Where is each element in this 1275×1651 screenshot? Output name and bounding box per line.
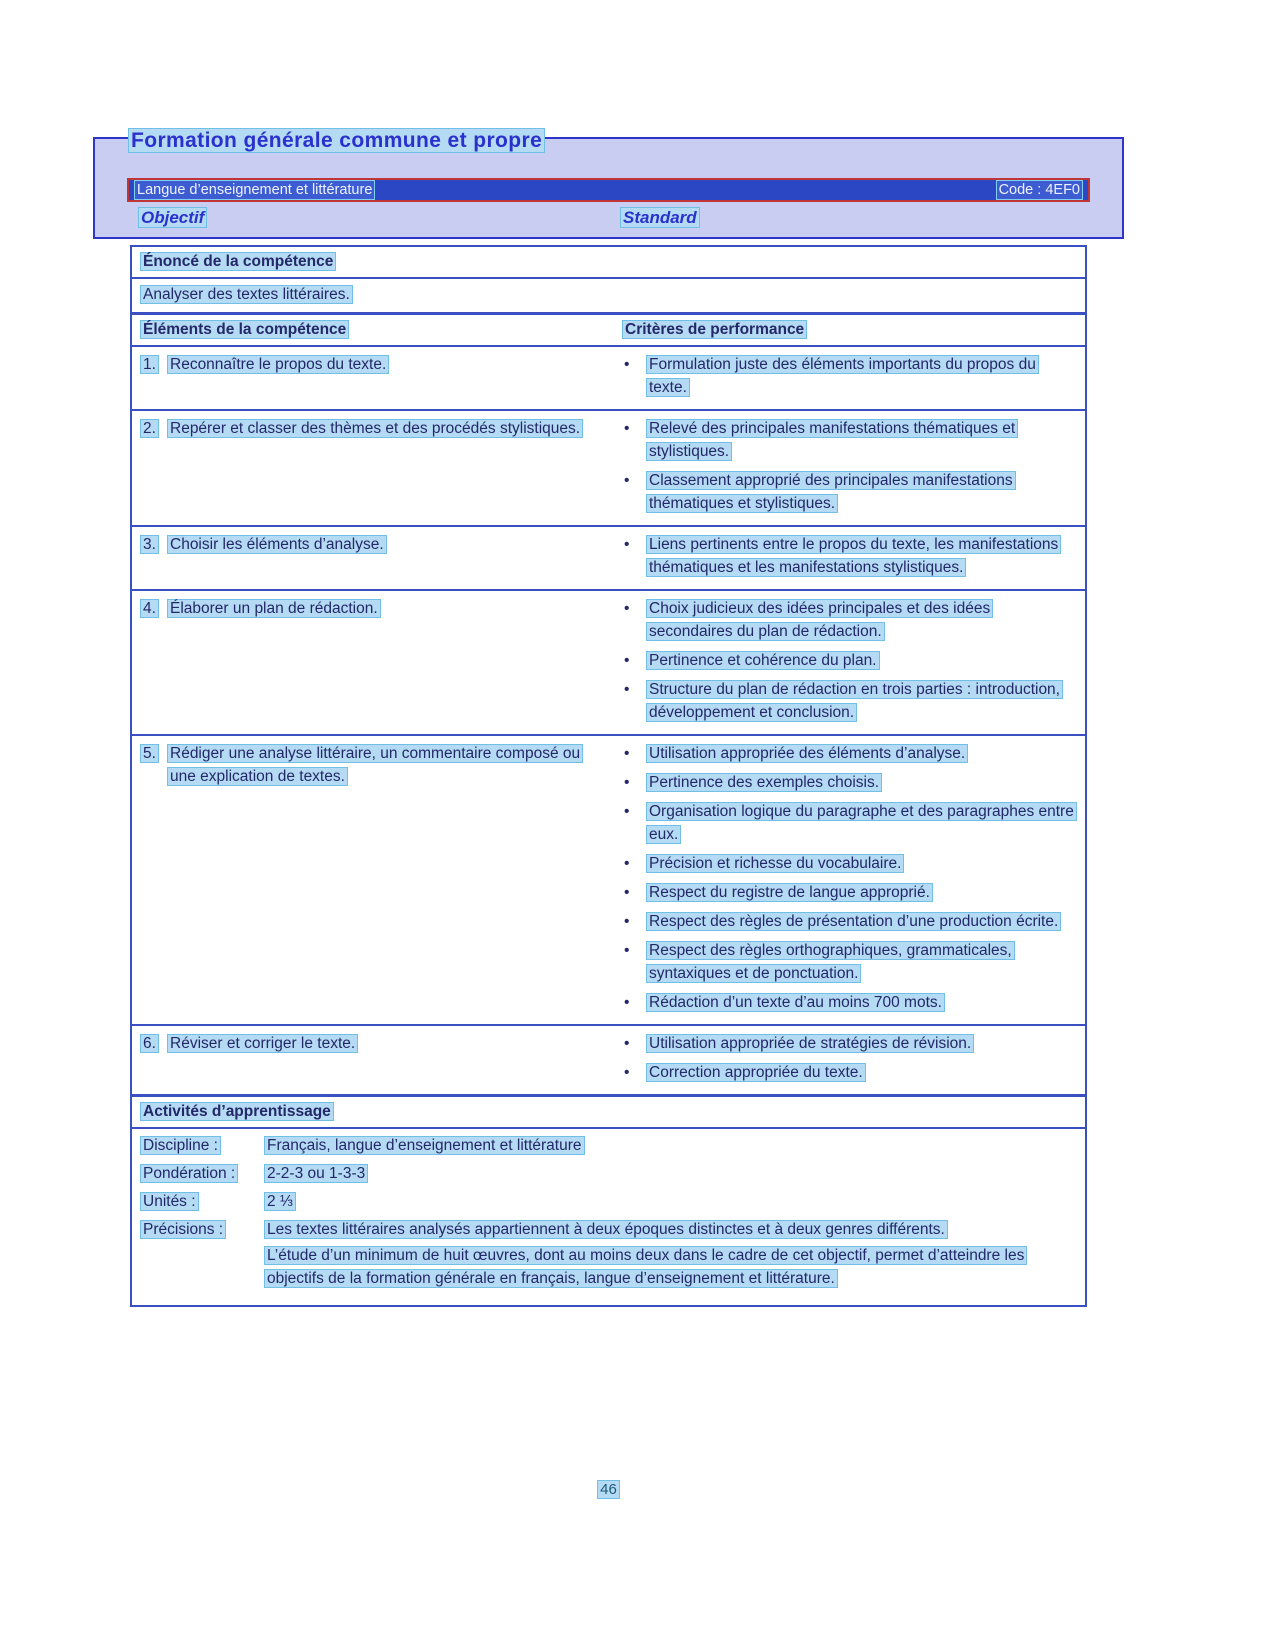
course-code-bar — [127, 178, 1090, 202]
criteria-item — [614, 649, 1077, 672]
element-number — [140, 597, 167, 620]
precisions-paragraph — [264, 1244, 1076, 1290]
page-number — [130, 1478, 1087, 1501]
table-row — [132, 525, 1085, 589]
criteria-text — [646, 678, 1077, 724]
element-number-text: 3. — [140, 535, 159, 554]
bullet-icon: • — [624, 356, 630, 373]
criteria-text-content: Respect des règles orthographiques, grammaticales, syntaxiques et de ponctuation. — [646, 941, 1015, 983]
criteria-text — [646, 533, 1077, 579]
activites-header-text: Activités d’apprentissage — [140, 1102, 334, 1121]
criteria-item — [614, 991, 1077, 1014]
row-value — [264, 1162, 1076, 1185]
document-title — [128, 129, 545, 152]
criteria-text-content: Choix judicieux des idées principales et des idées secondaires du plan de rédaction. — [646, 599, 993, 641]
element-text — [167, 417, 583, 440]
discipline-label-text: Discipline : — [140, 1136, 221, 1155]
elements-column-header-text: Éléments de la compétence — [140, 320, 349, 339]
competence-table-header — [132, 315, 1085, 347]
criteres-column-header — [622, 318, 1077, 341]
bullet-icon: • — [624, 942, 630, 959]
course-code: Code : 4EF0 — [996, 180, 1083, 200]
discipline-value-text: Français, langue d’enseignement et littérature — [264, 1136, 585, 1155]
enonce-body-text: Analyser des textes littéraires. — [140, 285, 353, 304]
table-row — [132, 1024, 1085, 1094]
element-text-content: Choisir les éléments d’analyse. — [167, 535, 387, 554]
discipline-row — [132, 1134, 1085, 1157]
criteria-item — [614, 939, 1077, 985]
criteria-text — [646, 649, 1077, 672]
criteria-item — [614, 597, 1077, 643]
competence-table — [130, 313, 1087, 1096]
element-text — [167, 742, 596, 788]
criteria-text-content: Respect du registre de langue approprié. — [646, 883, 933, 902]
bullet-icon: • — [624, 884, 630, 901]
criteria-text-content: Utilisation appropriée de stratégies de révision. — [646, 1034, 974, 1053]
criteria-text-content: Correction appropriée du texte. — [646, 1063, 866, 1082]
bullet-icon: • — [624, 913, 630, 930]
element-number-text: 1. — [140, 355, 159, 374]
criteria-text — [646, 1061, 1077, 1084]
criteria-list — [614, 1032, 1085, 1084]
page-number-text: 46 — [597, 1480, 620, 1499]
criteria-list — [614, 353, 1085, 399]
element-number-text: 5. — [140, 744, 159, 763]
unites-row — [132, 1190, 1085, 1213]
criteria-list — [614, 597, 1085, 724]
header-box — [93, 129, 1124, 239]
criteria-list — [614, 417, 1085, 515]
table-row — [132, 347, 1085, 409]
element-number — [140, 533, 167, 556]
enonce-body — [132, 279, 1085, 312]
objectif-standard-row — [95, 206, 1122, 236]
standard-heading-text: Standard — [620, 207, 700, 228]
criteria-text-content: Liens pertinents entre le propos du texte, les manifestations thématiques et les manifestations stylistiques. — [646, 535, 1061, 577]
criteria-text — [646, 881, 1077, 904]
criteria-text — [646, 771, 1077, 794]
bullet-icon: • — [624, 536, 630, 553]
element-number — [140, 417, 167, 440]
precisions-row — [132, 1218, 1085, 1293]
element-text-content: Rédiger une analyse littéraire, un commentaire composé ou une explication de textes. — [167, 744, 583, 786]
row-value — [264, 1134, 1076, 1157]
table-row — [132, 589, 1085, 734]
row-label — [140, 1162, 264, 1185]
element-cell — [132, 353, 614, 399]
criteria-text-content: Formulation juste des éléments importants du propos du texte. — [646, 355, 1039, 397]
element-cell — [132, 533, 614, 579]
course-name: Langue d’enseignement et littérature — [134, 180, 375, 200]
bullet-icon: • — [624, 600, 630, 617]
criteria-text — [646, 1032, 1077, 1055]
ponderation-label-text: Pondération : — [140, 1164, 238, 1183]
bullet-icon: • — [624, 420, 630, 437]
row-value — [264, 1218, 1076, 1293]
criteria-text — [646, 353, 1077, 399]
enonce-header — [132, 247, 1085, 279]
activites-header — [132, 1097, 1085, 1129]
criteria-item — [614, 852, 1077, 875]
precisions-label-text: Précisions : — [140, 1220, 226, 1239]
precisions-paragraph-text: Les textes littéraires analysés appartiennent à deux époques distinctes et à deux genres différents. — [264, 1220, 948, 1239]
element-number — [140, 353, 167, 376]
element-number-text: 4. — [140, 599, 159, 618]
criteria-text-content: Classement approprié des principales manifestations thématiques et stylistiques. — [646, 471, 1016, 513]
criteria-item — [614, 678, 1077, 724]
element-number — [140, 742, 167, 765]
element-cell — [132, 417, 614, 515]
element-number-text: 6. — [140, 1034, 159, 1053]
ponderation-row — [132, 1162, 1085, 1185]
activites-section — [130, 1095, 1087, 1307]
criteria-item — [614, 533, 1077, 579]
elements-column-header — [140, 318, 622, 341]
standard-heading — [620, 206, 700, 229]
element-text-content: Repérer et classer des thèmes et des procédés stylistiques. — [167, 419, 583, 438]
criteria-text — [646, 597, 1077, 643]
table-row — [132, 734, 1085, 1024]
criteria-text — [646, 742, 1077, 765]
criteria-text-content: Relevé des principales manifestations thématiques et stylistiques. — [646, 419, 1018, 461]
criteria-text-content: Respect des règles de présentation d’une production écrite. — [646, 912, 1061, 931]
element-text — [167, 1032, 358, 1055]
precisions-paragraph-text: L’étude d’un minimum de huit œuvres, dont au moins deux dans le cadre de cet objectif, permet d’atteindre les objectifs de la formation générale en français, langue d’enseignement et littérature. — [264, 1246, 1027, 1288]
criteria-text-content: Structure du plan de rédaction en trois parties : introduction, développement et conclusion. — [646, 680, 1063, 722]
criteres-column-header-text: Critères de performance — [622, 320, 807, 339]
row-value — [264, 1190, 1076, 1213]
criteria-text — [646, 852, 1077, 875]
criteria-text-content: Pertinence et cohérence du plan. — [646, 651, 880, 670]
bullet-icon: • — [624, 855, 630, 872]
unites-value-text: 2 ⅓ — [264, 1192, 296, 1211]
criteria-text-content: Utilisation appropriée des éléments d’analyse. — [646, 744, 968, 763]
bullet-icon: • — [624, 1064, 630, 1081]
ponderation-value-text: 2-2-3 ou 1-3-3 — [264, 1164, 368, 1183]
element-number — [140, 1032, 167, 1055]
criteria-item — [614, 742, 1077, 765]
bullet-icon: • — [624, 745, 630, 762]
table-row — [132, 409, 1085, 525]
element-text — [167, 597, 381, 620]
bullet-icon: • — [624, 994, 630, 1011]
element-text — [167, 353, 389, 376]
bullet-icon: • — [624, 681, 630, 698]
criteria-text-content: Pertinence des exemples choisis. — [646, 773, 882, 792]
element-number-text: 2. — [140, 419, 159, 438]
unites-label-text: Unités : — [140, 1192, 199, 1211]
criteria-text-content: Rédaction d’un texte d’au moins 700 mots. — [646, 993, 945, 1012]
document-title-text: Formation générale commune et propre — [128, 128, 545, 153]
criteria-item — [614, 417, 1077, 463]
criteria-item — [614, 1032, 1077, 1055]
criteria-item — [614, 881, 1077, 904]
row-label — [140, 1218, 264, 1241]
criteria-text — [646, 469, 1077, 515]
criteria-text — [646, 910, 1077, 933]
criteria-item — [614, 1061, 1077, 1084]
criteria-text-content: Précision et richesse du vocabulaire. — [646, 854, 904, 873]
bullet-icon: • — [624, 803, 630, 820]
criteria-text — [646, 417, 1077, 463]
row-label — [140, 1190, 264, 1213]
enonce-header-text: Énoncé de la compétence — [140, 252, 336, 271]
objectif-heading — [138, 206, 207, 229]
criteria-item — [614, 469, 1077, 515]
criteria-text — [646, 991, 1077, 1014]
criteria-list — [614, 742, 1085, 1014]
bullet-icon: • — [624, 774, 630, 791]
element-text-content: Reconnaître le propos du texte. — [167, 355, 389, 374]
criteria-item — [614, 353, 1077, 399]
criteria-item — [614, 771, 1077, 794]
criteria-item — [614, 910, 1077, 933]
criteria-text — [646, 800, 1077, 846]
row-label — [140, 1134, 264, 1157]
bullet-icon: • — [624, 652, 630, 669]
bullet-icon: • — [624, 1035, 630, 1052]
element-cell — [132, 742, 614, 1014]
element-cell — [132, 597, 614, 724]
criteria-text-content: Organisation logique du paragraphe et des paragraphes entre eux. — [646, 802, 1077, 844]
enonce-section — [130, 245, 1087, 314]
element-text-content: Réviser et corriger le texte. — [167, 1034, 358, 1053]
precisions-paragraph — [264, 1218, 1076, 1241]
element-cell — [132, 1032, 614, 1084]
objectif-heading-text: Objectif — [138, 207, 207, 228]
bullet-icon: • — [624, 472, 630, 489]
element-text-content: Élaborer un plan de rédaction. — [167, 599, 381, 618]
criteria-text — [646, 939, 1077, 985]
criteria-list — [614, 533, 1085, 579]
criteria-item — [614, 800, 1077, 846]
element-text — [167, 533, 387, 556]
